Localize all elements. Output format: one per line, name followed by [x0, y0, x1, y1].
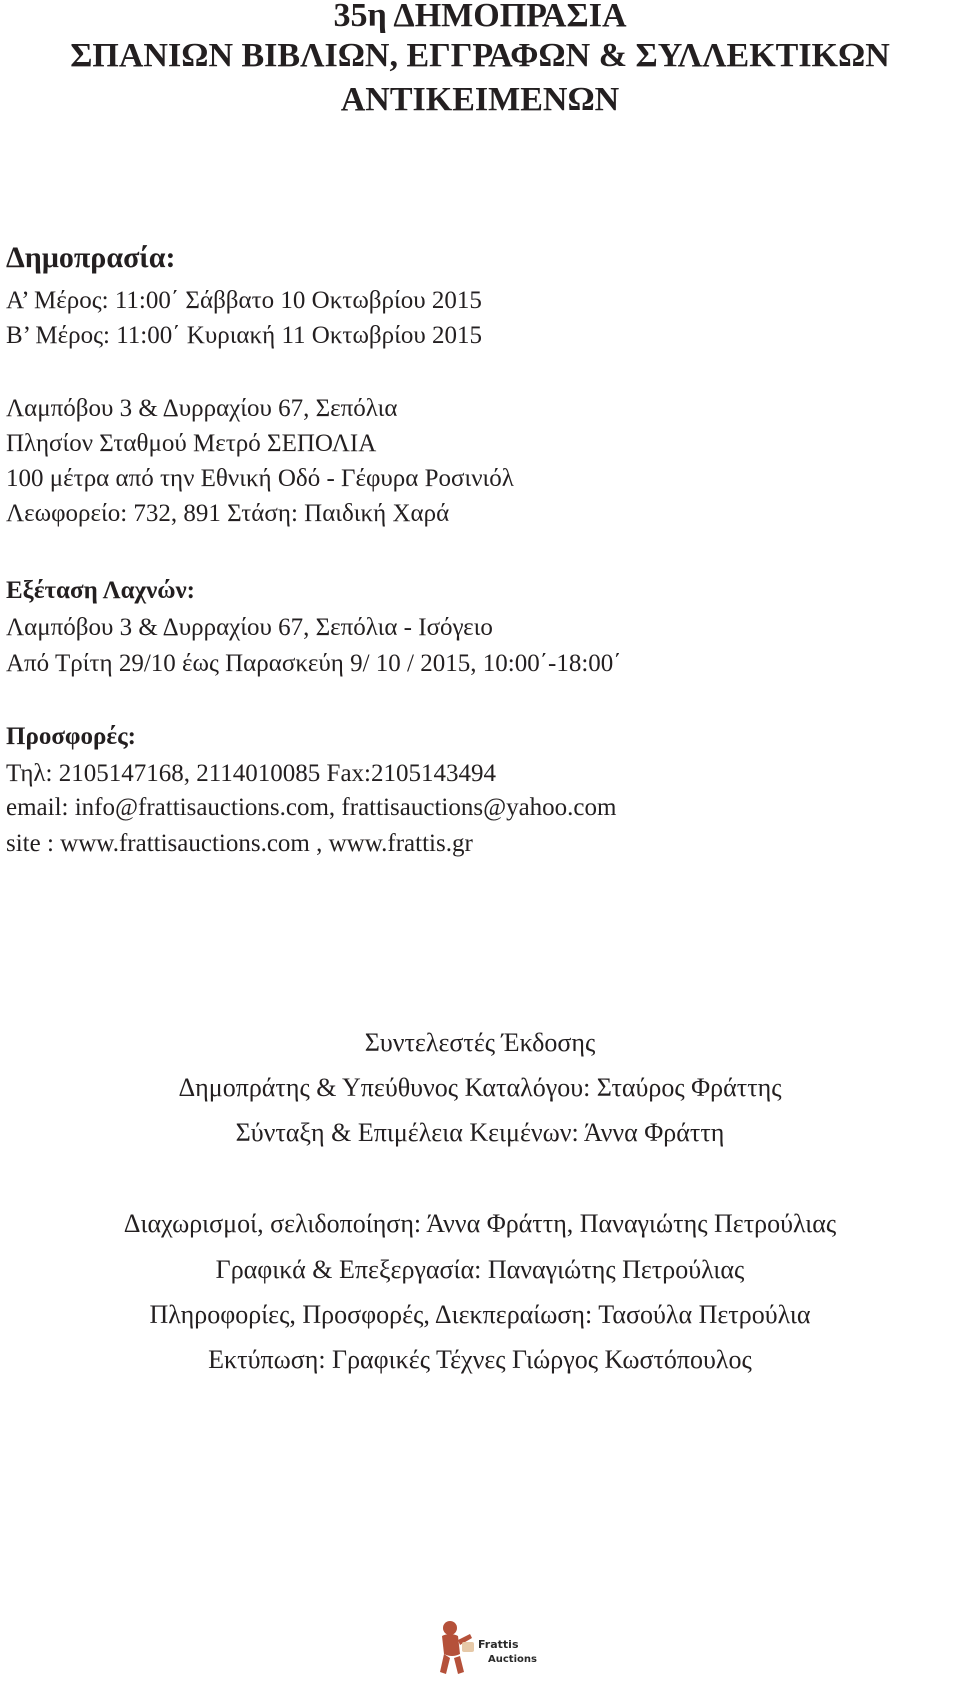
title-line-3: ΑΝΤΙΚΕΙΜΕΝΩΝ — [340, 81, 620, 118]
viewing-dates: Από Τρίτη 29/10 έως Παρασκεύη 9/ 10 / 2015, 10:00΄-18:00΄ — [6, 650, 622, 677]
credits-printing: Εκτύπωση: Γραφικές Τέχνες Γιώργος Κωστόπουλος — [208, 1345, 752, 1374]
offers-email[interactable]: email: info@frattisauctions.com, frattisauctions@yahoo.com — [6, 794, 617, 821]
title-line-2: ΣΠΑΝΙΩΝ ΒΙΒΛΙΩΝ, ΕΓΓΡΑΦΩΝ & ΣΥΛΛΕΚΤΙΚΩΝ — [70, 37, 890, 74]
viewing-heading: Εξέταση Λαχνών: — [6, 577, 196, 604]
auction-part-a: Α’ Μέρος: 11:00΄ Σάββατο 10 Οκτωβρίου 2015 — [6, 287, 482, 314]
location-bus: Λεωφορείο: 732, 891 Στάση: Παιδική Χαρά — [6, 500, 450, 527]
logo-text-line-1: Frattis — [478, 1638, 519, 1651]
offers-phone: Τηλ: 2105147168, 2114010085 Fax:2105143494 — [6, 760, 497, 787]
auction-part-b: Β’ Μέρος: 11:00΄ Κυριακή 11 Οκτωβρίου 2015 — [6, 322, 482, 349]
credits-layout: Διαχωρισμοί, σελιδοποίηση: Άννα Φράττη, Παναγιώτης Πετρούλιας — [123, 1209, 837, 1238]
offers-site[interactable]: site : www.frattisauctions.com , www.frattis.gr — [6, 830, 473, 857]
frattis-auctions-logo — [432, 1618, 542, 1680]
logo-figure — [440, 1621, 474, 1674]
location-metro: Πλησίον Σταθμού Μετρό ΣΕΠΟΛΙΑ — [6, 430, 377, 457]
viewing-address: Λαμπόβου 3 & Δυρραχίου 67, Σεπόλια - Ισόγειο — [6, 614, 493, 641]
logo-text-line-2: Auctions — [488, 1654, 537, 1665]
credits-editing: Σύνταξη & Επιμέλεια Κειμένων: Άννα Φράττη — [235, 1118, 725, 1147]
title-line-1: 35η ΔΗΜΟΠΡΑΣΙΑ — [333, 0, 627, 34]
credits-graphics: Γραφικά & Επεξεργασία: Παναγιώτης Πετρούλιας — [215, 1255, 745, 1284]
auction-heading: Δημοπρασία: — [6, 241, 176, 274]
credits-heading: Συντελεστές Έκδοσης — [364, 1028, 596, 1057]
location-distance: 100 μέτρα από την Εθνική Οδό - Γέφυρα Ροσινιόλ — [6, 465, 514, 492]
location-address: Λαμπόβου 3 & Δυρραχίου 67, Σεπόλια — [6, 395, 398, 422]
frattis-auctions-logo-icon — [432, 1618, 542, 1680]
credits-auctioneer: Δημοπράτης & Υπεύθυνος Καταλόγου: Σταύρος Φράττης — [178, 1073, 782, 1102]
offers-heading: Προσφορές: — [6, 723, 136, 750]
credits-info: Πληροφορίες, Προσφορές, Διεκπεραίωση: Τασούλα Πετρούλια — [149, 1300, 811, 1329]
